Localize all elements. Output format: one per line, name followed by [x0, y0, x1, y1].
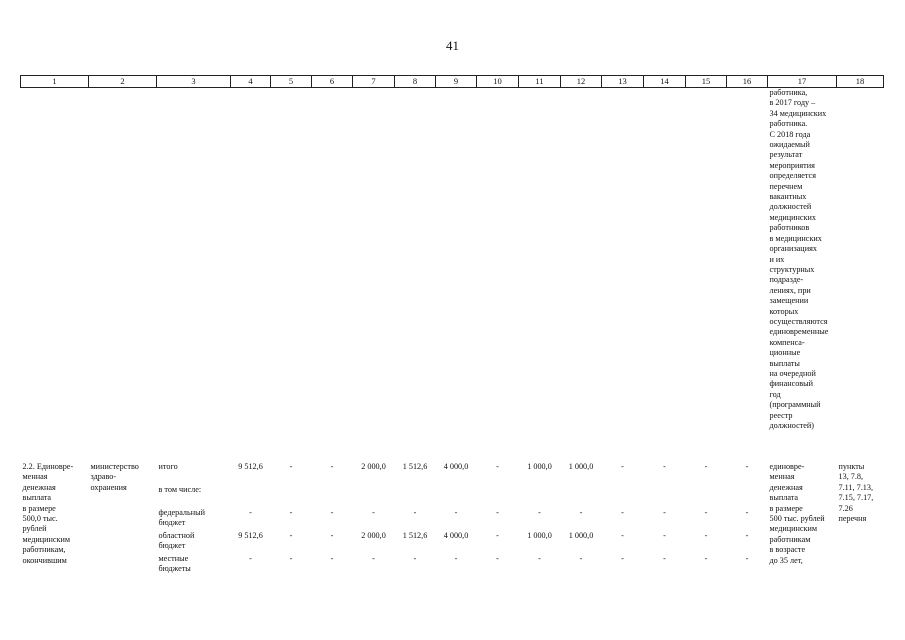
table-cell-value: - [249, 554, 252, 563]
table-cell-value: - [538, 508, 541, 517]
table-cell-value: - [579, 554, 583, 563]
table-cell-value: - [372, 508, 375, 517]
funding-source-label: итого [158, 462, 178, 471]
column-header-12: 12 [561, 76, 602, 88]
table-cell-value: - [704, 554, 708, 563]
funding-source-label: в том числе: [158, 485, 202, 494]
funding-source-label: местные бюджеты [158, 554, 191, 574]
table-cell-value: - [621, 531, 624, 540]
values-col-7 [353, 462, 395, 577]
column-header-13: 13 [602, 76, 644, 88]
table-cell-value: - [663, 554, 666, 563]
table-cell-value: 2 000,0 [361, 531, 386, 540]
table-cell-value: - [745, 508, 749, 517]
table-row [21, 448, 884, 462]
table-cell-value: - [249, 508, 252, 517]
values-col-9 [436, 462, 477, 577]
table-cell-value: - [496, 508, 499, 517]
expected-result: единовре- менная денежная выплата в размере 500 тыс. рублей медицинским работникам в возрасте до 35 лет, [769, 462, 825, 565]
column-header-2: 2 [89, 76, 157, 88]
table-cell-value: - [330, 554, 334, 563]
table-cell-value: 2 000,0 [361, 462, 386, 471]
values-col-11 [519, 462, 561, 577]
table-cell-value: - [454, 508, 458, 517]
header-row [21, 76, 884, 88]
column-header-6: 6 [312, 76, 353, 88]
table-cell-value: 1 000,0 [568, 462, 594, 471]
table-cell-value: - [496, 554, 499, 563]
values-col-12 [561, 462, 602, 577]
continuation-row [21, 88, 884, 449]
column-header-18: 18 [837, 76, 884, 88]
column-header-4: 4 [231, 76, 271, 88]
table-cell-value [355, 485, 393, 508]
funding-sources [157, 462, 231, 577]
values-col-5 [271, 462, 312, 577]
table-cell-value [397, 485, 434, 508]
values-col-4 [231, 462, 271, 577]
table-cell-value: 9 512,6 [238, 531, 263, 540]
column-header-16: 16 [727, 76, 768, 88]
continuation-col17: работника, в 2017 году – 34 медицинских работника. С 2018 года ожидаемый результат мероприятия определяется перечнем вакантных должностей медицинских работников в медицинских организациях и их структурных подразде- лениях, при замещении которых осуществляются единовременные компенса- ционные выплаты на очередной финансовый год (программный реестр должностей) [769, 88, 829, 430]
table-cell-value: 1 512,6 [402, 462, 428, 471]
table-cell-value: - [745, 531, 749, 540]
table-cell-value: - [289, 462, 293, 471]
funding-source-label: областной бюджет [158, 531, 195, 551]
table-cell-value: - [413, 508, 417, 517]
table-cell-value [233, 485, 269, 508]
column-header-8: 8 [395, 76, 436, 88]
table-cell-value: - [621, 554, 624, 563]
table-cell-value: - [289, 508, 293, 517]
table-cell-value [273, 485, 310, 508]
column-header-5: 5 [271, 76, 312, 88]
column-header-7: 7 [353, 76, 395, 88]
table-cell-value: - [663, 462, 666, 471]
table-cell-value: 9 512,6 [238, 462, 263, 471]
table-cell-value: 1 000,0 [527, 462, 552, 471]
column-header-17: 17 [768, 76, 837, 88]
table-cell-value: - [413, 554, 417, 563]
table-cell-value: - [621, 508, 624, 517]
page-number: 41 [446, 38, 459, 53]
column-header-14: 14 [644, 76, 686, 88]
responsible-executor: министерство здраво- охранения [90, 462, 139, 492]
table-cell-value [646, 485, 684, 508]
measure-row [21, 462, 884, 577]
values-col-6 [312, 462, 353, 577]
table-cell-value: - [745, 462, 749, 471]
values-col-14 [644, 462, 686, 577]
table-cell-value: - [330, 531, 334, 540]
table-cell-value: - [538, 554, 541, 563]
table-cell-value: - [621, 462, 624, 471]
table-cell-value: 1 000,0 [527, 531, 552, 540]
table-cell-value: - [579, 508, 583, 517]
table-cell-value: - [289, 531, 293, 540]
table-cell-value: - [496, 462, 499, 471]
table-cell-value [604, 485, 642, 508]
column-header-10: 10 [477, 76, 519, 88]
table-cell-value: - [745, 554, 749, 563]
table-cell-value: - [330, 462, 334, 471]
table-cell-value: 1 000,0 [568, 531, 594, 540]
table-cell-value: - [454, 554, 458, 563]
table-cell-value [729, 485, 766, 508]
column-header-11: 11 [519, 76, 561, 88]
program-table [20, 75, 884, 577]
table-cell-value [563, 485, 600, 508]
values-col-8 [395, 462, 436, 577]
column-header-9: 9 [436, 76, 477, 88]
funding-source-label: федеральный бюджет [158, 508, 206, 528]
values-col-15 [686, 462, 727, 577]
table-cell-value [521, 485, 559, 508]
column-header-3: 3 [157, 76, 231, 88]
values-col-10 [477, 462, 519, 577]
table-cell-value: 4 000,0 [443, 531, 469, 540]
table-cell-value: - [289, 554, 293, 563]
table-cell-value [688, 485, 725, 508]
table-cell-value: - [330, 508, 334, 517]
table-cell-value: - [663, 508, 666, 517]
indicator-reference: пункты 13, 7.8, 7.11, 7.13, 7.15, 7.17, 7.26 перечня [838, 462, 874, 524]
table-cell-value: - [663, 531, 666, 540]
table-cell-value: - [704, 462, 708, 471]
table-cell-value [438, 485, 475, 508]
column-header-15: 15 [686, 76, 727, 88]
column-header-1: 1 [21, 76, 89, 88]
table-cell-value: - [496, 531, 499, 540]
table-cell-value [314, 485, 351, 508]
table-cell-value [479, 485, 517, 508]
table-cell-value: - [372, 554, 375, 563]
table-cell-value: - [704, 531, 708, 540]
values-col-13 [602, 462, 644, 577]
table-cell-value: - [704, 508, 708, 517]
table-cell-value: 1 512,6 [402, 531, 428, 540]
table-cell-value: 4 000,0 [443, 462, 469, 471]
measure-name: 2.2. Единовре- менная денежная выплата в размере 500,0 тыс. рублей медицинским работникам, окончившим [22, 462, 74, 565]
values-col-16 [727, 462, 768, 577]
